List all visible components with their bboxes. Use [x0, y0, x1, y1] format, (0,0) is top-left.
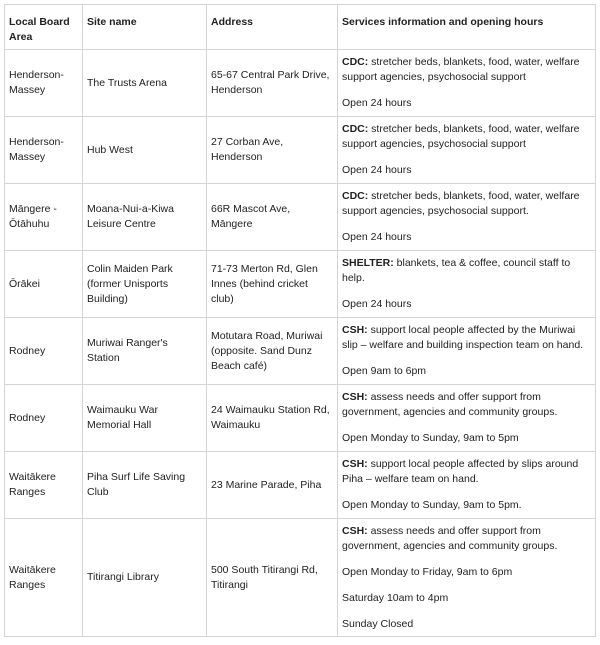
opening-hours: Sunday Closed	[342, 617, 414, 630]
site-name-cell: Colin Maiden Park (former Unisports Building)	[83, 251, 207, 318]
opening-hours: Open 9am to 6pm	[342, 365, 427, 377]
table-row	[5, 519, 596, 637]
service-details: stretcher beds, blankets, food, water, welfare support agencies, psychosocial support	[342, 56, 580, 83]
site-name-cell: Waimauku War Memorial Hall	[83, 385, 207, 452]
table-body	[5, 50, 596, 637]
table-row	[5, 50, 596, 117]
service-details: stretcher beds, blankets, food, water, welfare support agencies, psychosocial support	[342, 123, 580, 150]
opening-hours: Open Monday to Sunday, 9am to 5pm.	[342, 499, 522, 511]
service-type: CSH:	[342, 458, 368, 470]
table-row	[5, 318, 596, 385]
service-type: CDC:	[342, 123, 369, 135]
site-name-cell: Hub West	[83, 117, 207, 184]
service-description	[342, 55, 591, 85]
header-row	[5, 5, 596, 50]
local-board-area-cell: Waitākere Ranges	[5, 452, 83, 519]
service-description	[342, 122, 591, 152]
address-cell: 24 Waimauku Station Rd, Waimauku	[207, 385, 338, 452]
services-cell	[338, 50, 596, 117]
table-row	[5, 251, 596, 318]
service-details: blankets, tea & coffee, council staff to help.	[342, 257, 571, 284]
local-board-area-cell: Māngere - Ōtāhuhu	[5, 184, 83, 251]
table-row	[5, 117, 596, 184]
opening-hours: Open Monday to Sunday, 9am to 5pm	[342, 432, 519, 444]
service-description	[342, 189, 591, 219]
service-type: CSH:	[342, 391, 368, 403]
services-cell	[338, 184, 596, 251]
address-cell: 23 Marine Parade, Piha	[207, 452, 338, 519]
service-type: CSH:	[342, 524, 368, 537]
service-type: CSH:	[342, 324, 368, 336]
services-cell	[338, 519, 596, 637]
opening-hours: Open 24 hours	[342, 231, 412, 243]
site-name-cell: Moana-Nui-a-Kiwa Leisure Centre	[83, 184, 207, 251]
services-cell	[338, 385, 596, 452]
header-services: Services information and opening hours	[338, 5, 596, 50]
address-cell: 71-73 Merton Rd, Glen Innes (behind cricket club)	[207, 251, 338, 318]
service-description	[342, 256, 591, 286]
address-cell: Motutara Road, Muriwai (opposite. Sand Dunz Beach café)	[207, 318, 338, 385]
header-site-name: Site name	[83, 5, 207, 50]
site-name-cell: Muriwai Ranger's Station	[83, 318, 207, 385]
services-cell	[338, 318, 596, 385]
table-row	[5, 184, 596, 251]
address-cell: 27 Corban Ave, Henderson	[207, 117, 338, 184]
address-cell: 500 South Titirangi Rd, Titirangi	[207, 519, 338, 637]
local-board-area-cell: Rodney	[5, 318, 83, 385]
services-cell	[338, 117, 596, 184]
service-details: stretcher beds, blankets, food, water, welfare support agencies, psychosocial support.	[342, 190, 580, 217]
services-cell	[338, 251, 596, 318]
local-board-area-cell: Rodney	[5, 385, 83, 452]
table-row	[5, 452, 596, 519]
service-details: support local people affected by slips around Piha – welfare team on hand.	[342, 458, 579, 485]
local-board-area-cell: Ōrākei	[5, 251, 83, 318]
local-board-area-cell: Henderson-Massey	[5, 117, 83, 184]
service-details: assess needs and offer support from government, agencies and community groups.	[342, 391, 558, 418]
service-description	[342, 323, 591, 353]
local-board-area-cell: Henderson-Massey	[5, 50, 83, 117]
address-cell: 65-67 Central Park Drive, Henderson	[207, 50, 338, 117]
site-name-cell: Piha Surf Life Saving Club	[83, 452, 207, 519]
service-type: CDC:	[342, 56, 369, 68]
table-row	[5, 385, 596, 452]
local-board-area-cell: Waitākere Ranges	[5, 519, 83, 637]
header-address: Address	[207, 5, 338, 50]
services-cell	[338, 452, 596, 519]
service-details: support local people affected by the Muriwai slip – welfare and building inspection team on hand.	[342, 324, 584, 351]
address-cell: 66R Mascot Ave, Māngere	[207, 184, 338, 251]
opening-hours: Saturday 10am to 4pm	[342, 591, 449, 604]
service-description	[342, 457, 591, 487]
site-name-cell: The Trusts Arena	[83, 50, 207, 117]
welfare-centres-table	[4, 4, 596, 637]
service-details: assess needs and offer support from government, agencies and community groups.	[342, 524, 558, 552]
service-description	[342, 524, 591, 554]
site-name-cell: Titirangi Library	[83, 519, 207, 637]
header-local-board-area: Local Board Area	[5, 5, 83, 50]
opening-hours: Open 24 hours	[342, 97, 412, 109]
opening-hours: Open 24 hours	[342, 298, 412, 310]
service-type: SHELTER:	[342, 257, 394, 269]
opening-hours: Open Monday to Friday, 9am to 6pm	[342, 565, 513, 578]
service-type: CDC:	[342, 190, 369, 202]
opening-hours: Open 24 hours	[342, 164, 412, 176]
service-description	[342, 390, 591, 420]
